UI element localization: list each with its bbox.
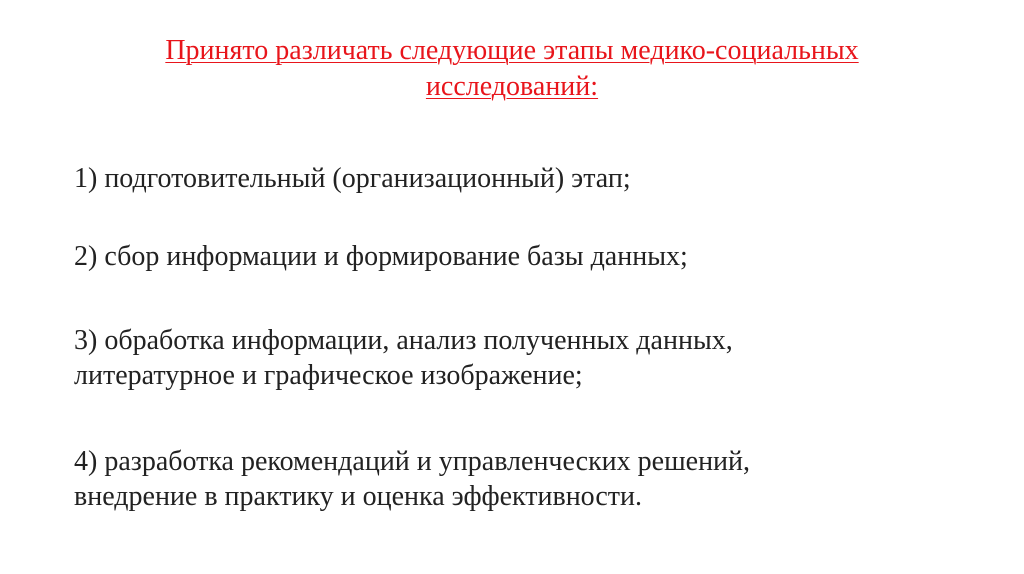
stage-item-4-line-2: внедрение в практику и оценка эффективности. xyxy=(74,481,643,512)
stage-item-1 xyxy=(74,161,631,196)
slide-title-line-2: исследований: xyxy=(425,71,599,102)
stage-item-3-line-2: литературное и графическое изображение; xyxy=(74,360,583,391)
stage-item-1-line-1: 1) подготовительный (организационный) этап; xyxy=(74,163,631,194)
stage-item-2 xyxy=(74,239,688,274)
slide-title xyxy=(60,33,964,105)
stage-item-3 xyxy=(74,323,733,393)
stage-item-3-line-1: 3) обработка информации, анализ полученных данных, xyxy=(74,325,733,356)
stage-item-4-line-1: 4) разработка рекомендаций и управленческих решений, xyxy=(74,446,751,477)
stage-item-4 xyxy=(74,444,750,514)
slide-title-line-1: Принято различать следующие этапы медико-социальных xyxy=(165,35,859,66)
stage-item-2-line-1: 2) сбор информации и формирование базы данных; xyxy=(74,241,688,272)
